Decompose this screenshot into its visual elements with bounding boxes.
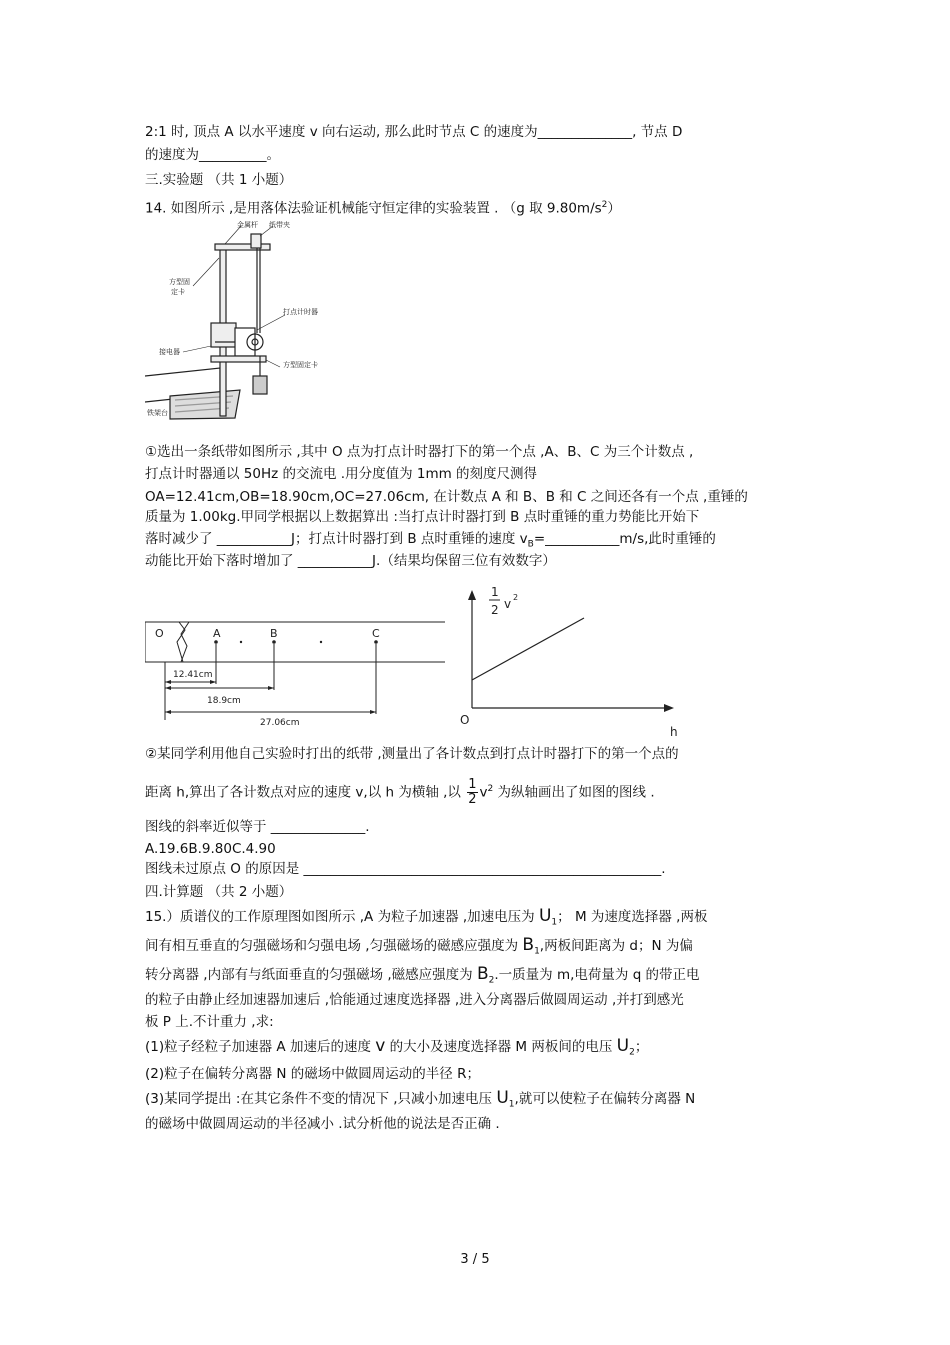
text-line bbox=[145, 906, 707, 933]
text: 15.）质谱仪的工作原理图如图所示 ,A 为粒子加速器 ,加速电压为 bbox=[145, 909, 535, 925]
symbol: B bbox=[522, 935, 535, 955]
subscript: 1 bbox=[508, 1099, 515, 1110]
symbol: B bbox=[476, 964, 489, 984]
text: 间有相互垂直的匀强磁场和匀强电场 ,匀强磁场的磁感应强度为 bbox=[145, 938, 519, 954]
tape-label-b: B bbox=[270, 627, 278, 640]
text-line: 动能比开始下落时增加了 ___________J.（结果均保留三位有效数字） bbox=[145, 553, 556, 569]
text-line bbox=[145, 1036, 648, 1063]
tape-point-b bbox=[272, 640, 276, 644]
text: 为纵轴画出了如图的图线 . bbox=[497, 784, 655, 801]
text-line: 打点计时器通以 50Hz 的交流电 .用分度值为 1mm 的刻度尺测得 bbox=[145, 466, 538, 482]
text: (1)粒子经粒子加速器 A 加速后的速度 bbox=[145, 1039, 371, 1055]
dim-oa: 12.41cm bbox=[173, 670, 213, 680]
y-label-var: v bbox=[504, 597, 512, 611]
text-line: (2)粒子在偏转分离器 N 的磁场中做圆周运动的半径 R； bbox=[145, 1066, 480, 1082]
text: 的大小及速度选择器 M 两板间的电压 bbox=[389, 1039, 613, 1055]
text-line: 图线未过原点 O 的原因是 _____________________________________________________. bbox=[145, 861, 666, 877]
text-line bbox=[145, 1088, 695, 1115]
text: ； bbox=[634, 1039, 649, 1055]
denominator: 2 bbox=[468, 792, 477, 807]
text: ,就可以使粒子在偏转分离器 N bbox=[514, 1091, 696, 1107]
text-line bbox=[145, 772, 655, 810]
origin-label: O bbox=[460, 713, 470, 727]
subscript: 1 bbox=[551, 917, 558, 928]
text-line bbox=[145, 935, 693, 962]
label-card: 定卡 bbox=[171, 288, 185, 296]
label-card: 方型固定卡 bbox=[283, 361, 318, 369]
tape-label-o: O bbox=[155, 627, 164, 640]
dim-ob: 18.9cm bbox=[207, 696, 241, 706]
graph-line bbox=[472, 618, 584, 680]
text-line: 质量为 1.00kg.甲同学根据以上数据算出 :当打点计时器打到 B 点时重锤的重力势能比开始下 bbox=[145, 509, 700, 525]
label-clip: 纸带夹 bbox=[269, 221, 290, 229]
text-line: 板 P 上.不计重力 ,求: bbox=[145, 1014, 274, 1030]
text: ,两板间距离为 d；N 为偏 bbox=[539, 938, 693, 954]
label-rod: 金属杆 bbox=[237, 221, 258, 229]
label-card: 方型固 bbox=[169, 278, 190, 286]
apparatus-figure bbox=[145, 218, 345, 420]
text-line: ①选出一条纸带如图所示 ,其中 O 点为打点计时器打下的第一个点 ,A、B、C 为三个计数点 , bbox=[145, 444, 694, 460]
tape-label-a: A bbox=[213, 627, 221, 640]
symbol: U bbox=[496, 1088, 509, 1108]
text: 14. 如图所示 ,是用落体法验证机械能守恒定律的实验装置 . （g 取 9.80m/s bbox=[145, 200, 602, 217]
text-line: 的速度为__________。 bbox=[145, 147, 280, 163]
fraction bbox=[467, 778, 477, 807]
symbol: U bbox=[538, 906, 552, 926]
tape-point bbox=[320, 641, 322, 643]
text: 距离 h,算出了各计数点对应的速度 v,以 h 为横轴 ,以 bbox=[145, 784, 461, 801]
text-line: 2:1 时, 顶点 A 以水平速度 v 向右运动, 那么此时节点 C 的速度为______________, 节点 D bbox=[145, 124, 683, 140]
text-line: OA=12.41cm,OB=18.90cm,OC=27.06cm, 在计数点 A 和 B、B 和 C 之间还各有一个点 ,重锤的 bbox=[145, 489, 748, 505]
tape-point-a bbox=[214, 640, 218, 644]
x-axis-label: h bbox=[670, 725, 678, 739]
dim-oc: 27.06cm bbox=[260, 718, 300, 727]
y-label-sup: 2 bbox=[513, 593, 519, 602]
section-title: 三.实验题 （共 1 小题） bbox=[145, 172, 293, 188]
label-stand: 铁架台 bbox=[147, 409, 168, 417]
answer-options: A.19.6B.9.80C.4.90 bbox=[145, 841, 276, 857]
text: ） bbox=[607, 200, 621, 217]
text: 转分离器 ,内部有与纸面垂直的匀强磁场 ,磁感应强度为 bbox=[145, 967, 473, 983]
page-number: 3 / 5 bbox=[460, 1252, 490, 1267]
symbol: U bbox=[616, 1036, 630, 1056]
tape-label-c: C bbox=[372, 627, 380, 640]
text: .一质量为 m,电荷量为 q 的带正电 bbox=[494, 967, 700, 983]
paper-tape-figure bbox=[145, 612, 445, 727]
label-power: 接电器 bbox=[159, 348, 180, 356]
y-label-den: 2 bbox=[491, 603, 499, 617]
y-axis-arrow bbox=[468, 590, 476, 600]
text-line: 图线的斜率近似等于 ______________. bbox=[145, 819, 370, 835]
section-title: 四.计算题 （共 2 小题） bbox=[145, 884, 293, 900]
text-line: 的磁场中做圆周运动的半径减小 .试分析他的说法是否正确 . bbox=[145, 1116, 500, 1132]
tape-point-c bbox=[374, 640, 378, 644]
numerator: 1 bbox=[468, 777, 477, 792]
text: (3)某同学提出 :在其它条件不变的情况下 ,只减小加速电压 bbox=[145, 1091, 493, 1107]
subscript: 1 bbox=[534, 946, 540, 957]
label-timer: 打点计时器 bbox=[283, 308, 318, 316]
tape-point bbox=[240, 641, 242, 643]
subscript: 2 bbox=[488, 975, 495, 986]
y-label-num: 1 bbox=[491, 585, 499, 599]
text: 落时减少了 ___________J；打点计时器打到 B 点时重锤的速度 v bbox=[145, 531, 528, 547]
text: =___________m/s,此时重锤的 bbox=[533, 531, 716, 547]
line-graph-figure bbox=[458, 578, 688, 743]
text-line: ②某同学利用他自己实验时打出的纸带 ,测量出了各计数点到打点计时器打下的第一个点的 bbox=[145, 746, 679, 762]
text-line: 的粒子由静止经加速器加速后 ,恰能通过速度选择器 ,进入分离器后做圆周运动 ,并打到感光 bbox=[145, 992, 684, 1008]
subscript: B bbox=[527, 539, 534, 550]
text: ； M 为速度选择器 ,两板 bbox=[557, 909, 708, 925]
x-axis-arrow bbox=[664, 704, 674, 712]
text-line bbox=[145, 964, 700, 991]
question-14-title bbox=[145, 195, 621, 219]
variable: v bbox=[479, 784, 488, 801]
variable: v bbox=[375, 1036, 386, 1056]
superscript: 2 bbox=[487, 784, 494, 794]
superscript: 2 bbox=[601, 200, 608, 210]
subscript: 2 bbox=[629, 1047, 635, 1058]
